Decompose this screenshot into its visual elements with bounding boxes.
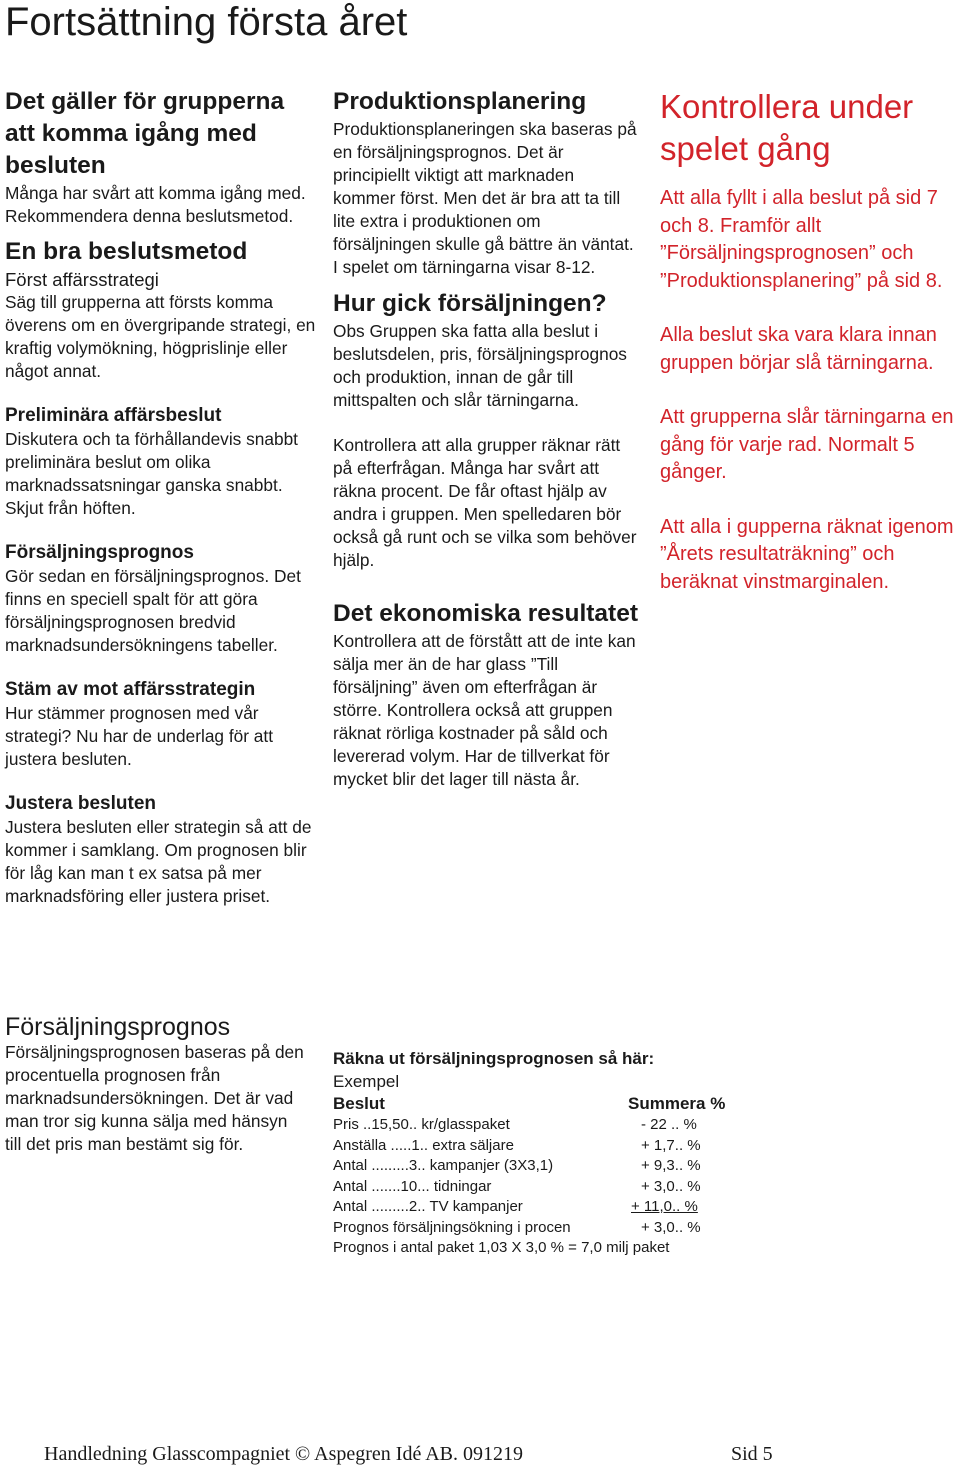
col3-p2: Alla beslut ska vara klara innan gruppen börjar slå tärningarna. [660, 324, 937, 374]
forecast-heading: Försäljningsprognos [5, 542, 194, 563]
calc-row [333, 1136, 725, 1157]
calc-row [333, 1115, 725, 1136]
calc-row-value: - 22 .. % [641, 1116, 697, 1133]
calc-row [333, 1156, 725, 1177]
column-right [660, 86, 958, 596]
col1-heading: Det gäller för grupperna att komma igång med besluten [5, 88, 285, 179]
forecast-box-heading: Försäljningsprognos [5, 1013, 231, 1041]
calc-row [333, 1177, 725, 1198]
calc-final: Prognos i antal paket 1,03 X 3,0 % = 7,0 milj paket [333, 1239, 670, 1256]
calc-row-value: + 1,7.. % [641, 1136, 701, 1154]
econ-text: Kontrollera att de förstått att de inte kan sälja mer än de har glass ”Till försäljning” även om efterfrågan är större. Kontrollera också att gruppen räknat rörliga kostnader på såld och levererad volym. Har de tillverkat för mycket blir det lager till nästa år. [333, 631, 636, 789]
method-text: Säg till grupperna att försts komma överens om en övergripande strategi, en kraftig volymökning, högprislinje eller något annat. [5, 292, 316, 381]
calc-final-row [333, 1238, 725, 1259]
econ-heading: Det ekonomiska resultatet [333, 600, 638, 627]
check-text: Hur stämmer prognosen med vår strategi? Nu har de underlag för att justera besluten. [5, 703, 274, 769]
calc-row [333, 1218, 725, 1239]
calc-col-decision: Beslut [333, 1094, 385, 1113]
calc-row-label: Antal .........3.. kampanjer (3X3,1) [333, 1157, 554, 1174]
column-middle [333, 86, 638, 791]
col3-p1: Att alla fyllt i alla beslut på sid 7 och 8. Framför allt ”Försäljningsprognosen” och ”Produktionsplanering” på sid 8. [660, 187, 943, 292]
footer-text: Handledning Glasscompagniet © Aspegren Idé AB. 091219 [44, 1443, 524, 1465]
calc-row-label: Antal .......10... tidningar [333, 1177, 492, 1195]
sales-heading: Hur gick försäljningen? [333, 290, 607, 317]
col3-p3: Att grupperna slår tärningarna en gång för varje rad. Normalt 5 gånger. [660, 406, 954, 483]
col1-intro: Många har svårt att komma igång med. Rekommendera denna beslutsmetod. [5, 183, 306, 226]
calc-row-label: Prognos försäljningsökning i procen [333, 1218, 571, 1236]
calc-heading: Räkna ut försäljningsprognosen så här: [333, 1049, 655, 1068]
sales-text-2: Kontrollera att alla grupper räknar rätt på efterfrågan. Många har svårt att räkna procent. De får oftast hjälp av andra i gruppen. Men spelledaren bör också gå runt och se vilka som behöver hjälp. [333, 435, 637, 570]
col3-heading: Kontrollera under spelet gång [660, 88, 914, 167]
calc-table [333, 1093, 725, 1259]
forecast-text: Gör sedan en försäljningsprognos. Det finns en speciell spalt för att göra försäljningsprognosen bredvid marknadsundersökningens tabeller. [5, 566, 301, 655]
forecast-box [5, 1013, 305, 1156]
method-subheading: Först affärsstrategi [5, 269, 159, 290]
footer [44, 1439, 944, 1469]
calc-row-value: + 9,3.. % [641, 1157, 701, 1174]
calc-col-sum: Summera % [628, 1094, 726, 1113]
adjust-text: Justera besluten eller strategin så att de kommer i samklang. Om prognosen blir för låg kan man t ex satsa på mer marknadsföring eller justera priset. [5, 817, 312, 906]
calc-example: Exempel [333, 1072, 400, 1091]
prelim-text: Diskutera och ta förhållandevis snabbt preliminära beslut om olika marknadssatsningar ganska snabbt. Skjut från höften. [5, 429, 298, 518]
calc-row-value: + 11,0.. % [631, 1198, 698, 1215]
calc-header-row [333, 1093, 725, 1115]
page-title: Fortsättning första året [5, 0, 408, 44]
col3-p4: Att alla i gupperna räknat igenom ”Årets resultaträkning” och beräknat vinstmarginalen. [660, 515, 954, 593]
sales-text: Obs Gruppen ska fatta alla beslut i beslutsdelen, pris, försäljningsprognos och produktion, innan de går till mittspalten och slår tärningarna. [333, 321, 627, 410]
prod-text: Produktionsplaneringen ska baseras på en försäljningsprognos. Det är principiellt viktigt att marknaden kommer först. Men det är bra att ta till lite extra i produktionen om försäljningen skulle gå bättre än väntat. I spelet om tärningarna visar 8-12. [333, 119, 637, 277]
adjust-heading: Justera besluten [5, 793, 156, 814]
calc-row [333, 1197, 725, 1218]
method-heading: En bra beslutsmetod [5, 238, 248, 265]
calc-row-label: Antal .........2.. TV kampanjer [333, 1198, 523, 1215]
page-number: Sid 5 [731, 1443, 773, 1465]
prelim-heading: Preliminära affärsbeslut [5, 405, 222, 426]
calc-row-label: Anställa .....1.. extra säljare [333, 1136, 514, 1154]
column-left [5, 86, 320, 908]
calc-row-value: + 3,0.. % [641, 1218, 701, 1236]
forecast-box-text: Försäljningsprognosen baseras på den procentuella prognosen från marknadsundersökningen. Det är vad man tror sig kunna sälja med hänsyn till det pris man bestämt sig för. [5, 1042, 304, 1154]
prod-heading: Produktionsplanering [333, 88, 587, 115]
check-heading: Stäm av mot affärsstrategin [5, 679, 256, 700]
calc-row-label: Pris ..15,50.. kr/glasspaket [333, 1116, 510, 1133]
calc-row-value: + 3,0.. % [641, 1177, 701, 1195]
calc-box [333, 1048, 753, 1259]
